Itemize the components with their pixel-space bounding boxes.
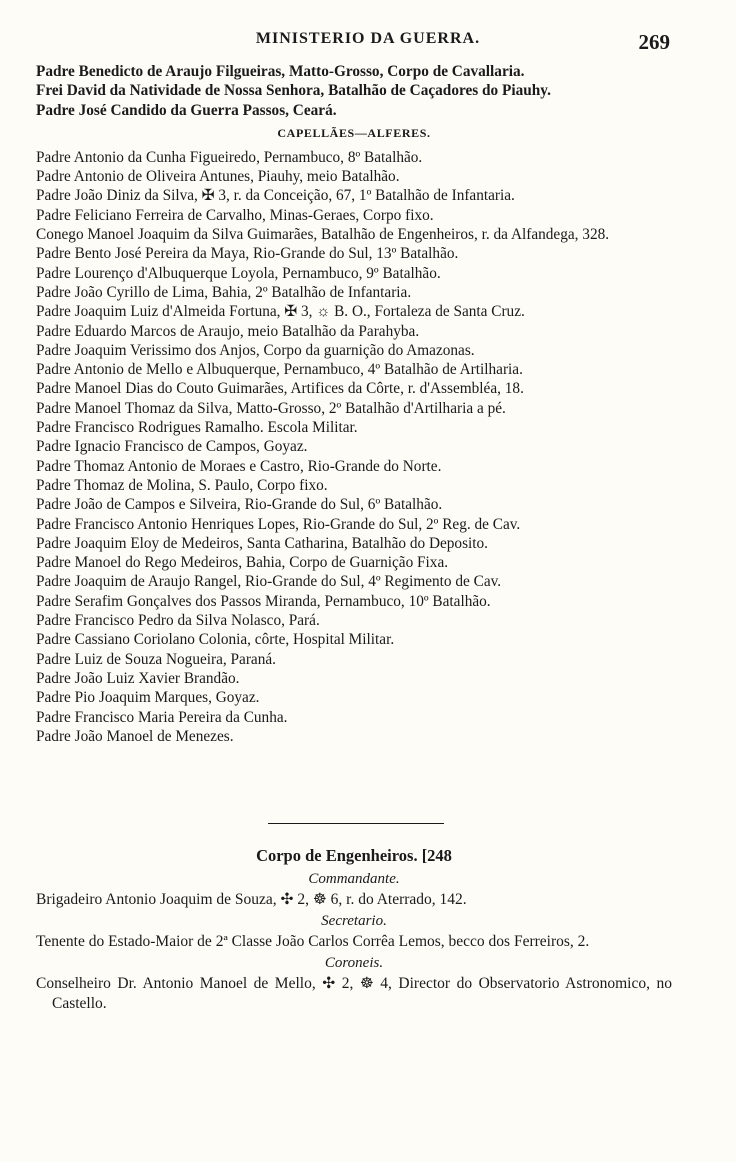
- list-item: Padre João Luiz Xavier Brandão.: [36, 669, 240, 687]
- list-item: Padre Feliciano Ferreira de Carvalho, Minas-Geraes, Corpo fixo.: [36, 206, 434, 224]
- list-item: Padre João Manoel de Menezes.: [36, 727, 234, 745]
- list-item: Padre Joaquim de Araujo Rangel, Rio-Grande do Sul, 4º Regimento de Cav.: [36, 573, 502, 591]
- list-item: Padre Joaquim Luiz d'Almeida Fortuna, ✠ 3, ☼ B. O., Fortaleza de Santa Cruz.: [36, 303, 525, 321]
- list-item: Padre Antonio de Mello e Albuquerque, Pernambuco, 4º Batalhão de Artilharia.: [36, 361, 523, 379]
- list-item: Padre José Candido da Guerra Passos, Ceará.: [36, 101, 337, 119]
- list-item: Padre Francisco Maria Pereira da Cunha.: [36, 708, 288, 726]
- list-item: Padre Joaquim Verissimo dos Anjos, Corpo da guarnição do Amazonas.: [36, 341, 475, 359]
- capellaes-list: [36, 148, 672, 746]
- list-item: Padre Francisco Pedro da Silva Nolasco, Pará.: [36, 612, 320, 630]
- engenheiros-block: [36, 845, 672, 1014]
- subheading-commandante: Commandante.: [308, 871, 400, 887]
- list-item: Padre Antonio de Oliveira Antunes, Piauhy, meio Batalhão.: [36, 168, 400, 186]
- list-item: Padre Pio Joaquim Marques, Goyaz.: [36, 689, 260, 707]
- page-number: 269: [638, 30, 670, 54]
- list-item: Padre Manoel Thomaz da Silva, Matto-Grosso, 2º Batalhão d'Artilharia a pé.: [36, 399, 506, 417]
- running-title: MINISTERIO DA GUERRA.: [255, 30, 481, 47]
- list-item: Padre Luiz de Souza Nogueira, Paraná.: [36, 650, 276, 668]
- list-item: Tenente do Estado-Maior de 2ª Classe João Carlos Corrêa Lemos, becco dos Ferreiros, 2.: [36, 933, 590, 950]
- list-item: Padre Manoel do Rego Medeiros, Bahia, Corpo de Guarnição Fixa.: [36, 554, 449, 572]
- list-item: Padre Antonio da Cunha Figueiredo, Pernambuco, 8º Batalhão.: [36, 148, 423, 166]
- list-item: Padre Francisco Rodrigues Ramalho. Escola Militar.: [36, 419, 358, 437]
- list-item: Padre João Diniz da Silva, ✠ 3, r. da Conceição, 67, 1º Batalhão de Infantaria.: [36, 187, 515, 205]
- list-item: Frei David da Natividade de Nossa Senhora, Batalhão de Caçadores do Piauhy.: [36, 82, 551, 100]
- list-item: Padre Bento José Pereira da Maya, Rio-Grande do Sul, 13º Batalhão.: [36, 245, 459, 263]
- subheading-coroneis: Coroneis.: [324, 955, 384, 971]
- list-item: Padre Ignacio Francisco de Campos, Goyaz.: [36, 438, 308, 456]
- list-item: Conselheiro Dr. Antonio Manoel de Mello, ✣ 2, ☸ 4, Director do Observatorio Astronomico, no Castello.: [36, 975, 672, 1012]
- list-item: Padre Thomaz Antonio de Moraes e Castro, Rio-Grande do Norte.: [36, 457, 442, 475]
- chaplain-list-block: [36, 62, 672, 746]
- list-item: Padre Manoel Dias do Couto Guimarães, Artifices da Côrte, r. d'Assembléa, 18.: [36, 380, 524, 398]
- list-item: Padre Thomaz de Molina, S. Paulo, Corpo fixo.: [36, 476, 328, 494]
- list-item: Padre Lourenço d'Albuquerque Loyola, Pernambuco, 9º Batalhão.: [36, 264, 441, 282]
- list-item: Padre Eduardo Marcos de Araujo, meio Batalhão da Parahyba.: [36, 322, 420, 340]
- list-item: Padre Serafim Gonçalves dos Passos Miranda, Pernambuco, 10º Batalhão.: [36, 592, 491, 610]
- list-item: Conego Manoel Joaquim da Silva Guimarães, Batalhão de Engenheiros, r. da Alfandega, 328.: [36, 226, 610, 244]
- list-item: Padre João de Campos e Silveira, Rio-Grande do Sul, 6º Batalhão.: [36, 496, 443, 514]
- section-title-engenheiros: Corpo de Engenheiros. [248: [256, 846, 452, 865]
- list-item: Padre Benedicto de Araujo Filgueiras, Matto-Grosso, Corpo de Cavallaria.: [36, 63, 525, 80]
- section-divider: [268, 823, 444, 824]
- running-header: [0, 30, 736, 58]
- list-item: Brigadeiro Antonio Joaquim de Souza, ✣ 2, ☸ 6, r. do Aterrado, 142.: [36, 891, 467, 908]
- section-heading-capellaes: CAPELLÃES—ALFERES.: [277, 125, 431, 140]
- list-item: Padre Francisco Antonio Henriques Lopes, Rio-Grande do Sul, 2º Reg. de Cav.: [36, 515, 521, 533]
- list-item: Padre João Cyrillo de Lima, Bahia, 2º Batalhão de Infantaria.: [36, 283, 412, 301]
- subheading-secretario: Secretario.: [321, 913, 387, 929]
- list-item: Padre Cassiano Coriolano Colonia, côrte, Hospital Militar.: [36, 631, 395, 649]
- list-item: Padre Joaquim Eloy de Medeiros, Santa Catharina, Batalhão do Deposito.: [36, 534, 489, 552]
